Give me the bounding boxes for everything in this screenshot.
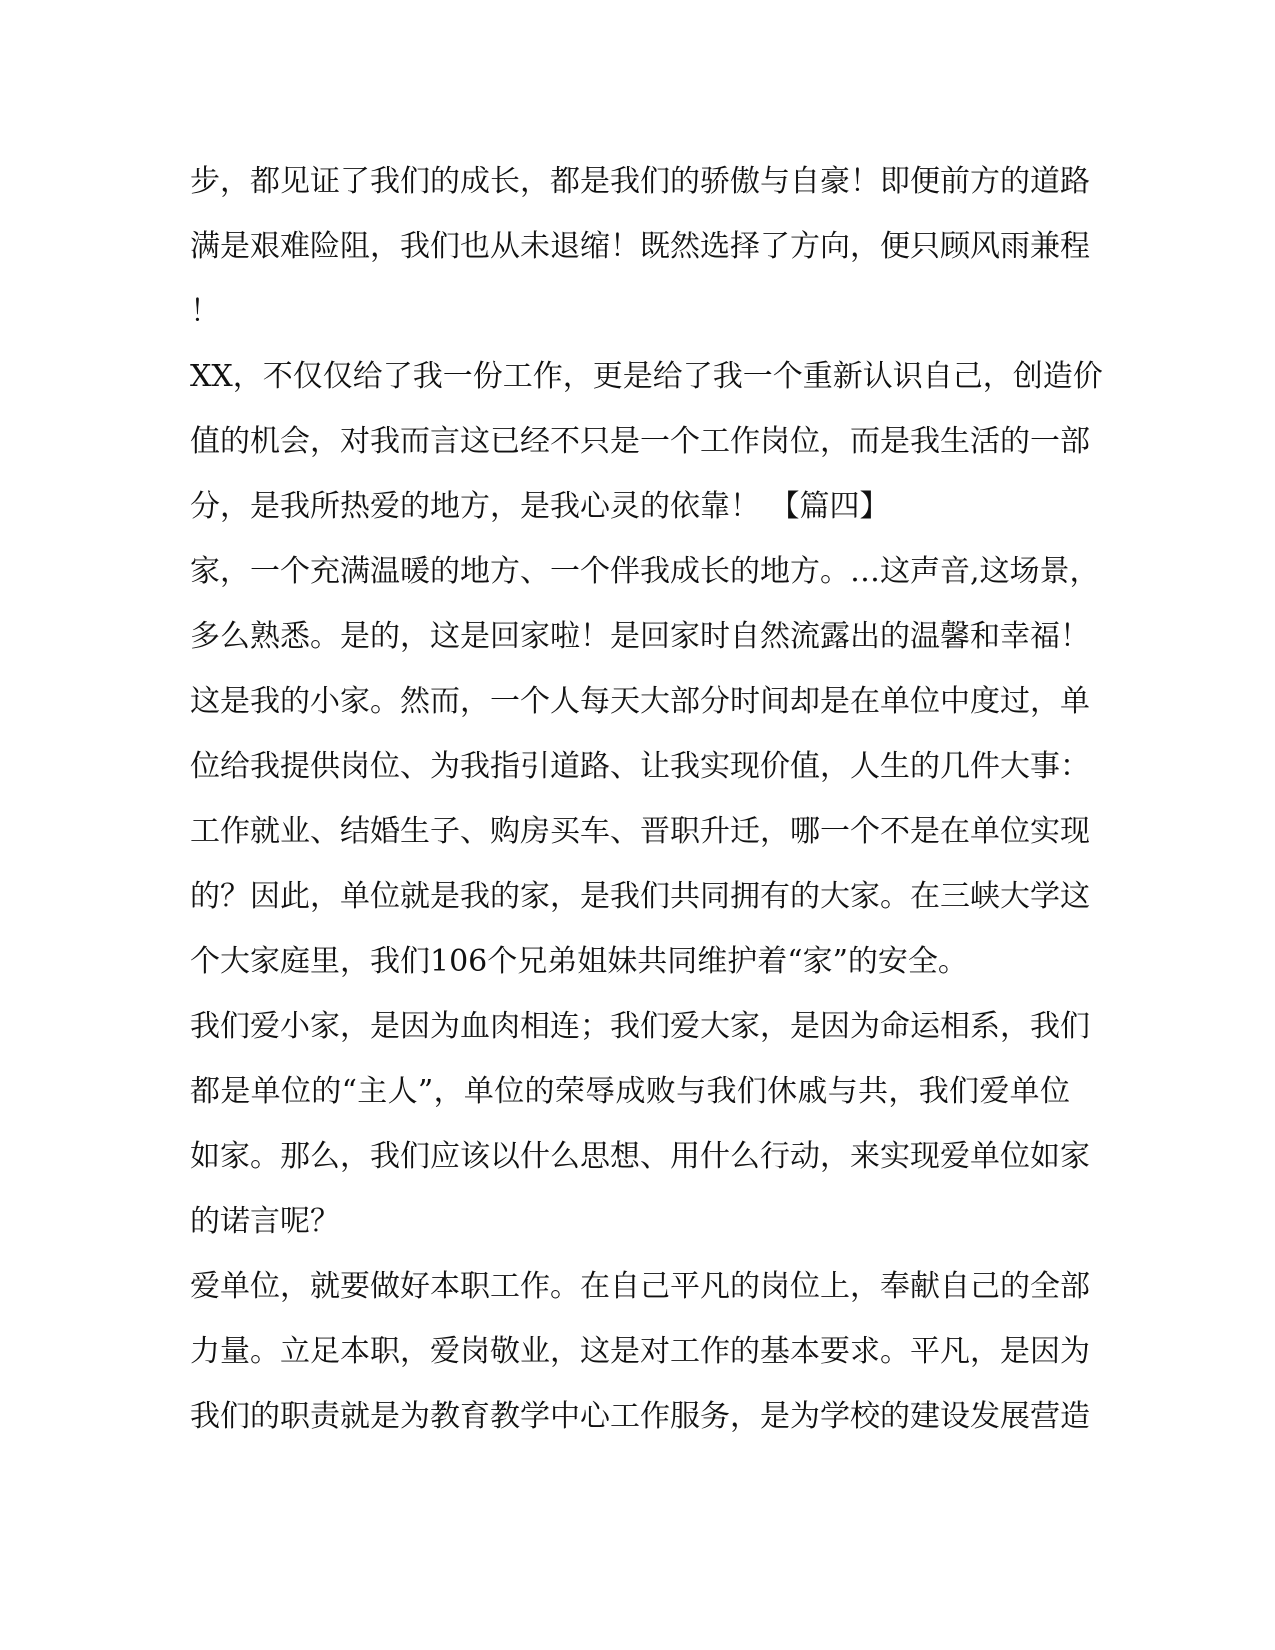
text-line: 我们爱小家，是因为血肉相连；我们爱大家，是因为命运相系，我们 [190,1009,1090,1044]
text-line: 的？因此，单位就是我的家，是我们共同拥有的大家。在三峡大学这 [190,879,1090,914]
text-line: 分，是我所热爱的地方，是我心灵的依靠！ 【篇四】 [190,489,890,524]
text-line: 步，都见证了我们的成长，都是我们的骄傲与自豪！即便前方的道路 [190,164,1090,199]
text-line: 都是单位的“主人”，单位的荣辱成败与我们休戚与共，我们爱单位 [190,1074,1070,1109]
text-line: 爱单位，就要做好本职工作。在自己平凡的岗位上，奉献自己的全部 [190,1269,1090,1304]
text-line: 个大家庭里，我们106个兄弟姐妹共同维护着“家”的安全。 [190,944,968,979]
text-line: 如家。那么，我们应该以什么思想、用什么行动，来实现爱单位如家 [190,1139,1090,1174]
text-line: 家，一个充满温暖的地方、一个伴我成长的地方。…这声音,这场景， [190,554,1100,589]
text-line: 位给我提供岗位、为我指引道路、让我实现价值，人生的几件大事： [190,749,1090,784]
text-line: 力量。立足本职，爱岗敬业，这是对工作的基本要求。平凡，是因为 [190,1334,1090,1369]
text-line: 多么熟悉。是的，这是回家啦！是回家时自然流露出的温馨和幸福！ [190,619,1090,654]
text-line: 这是我的小家。然而，一个人每天大部分时间却是在单位中度过，单 [190,684,1090,719]
text-line: 值的机会，对我而言这已经不只是一个工作岗位，而是我生活的一部 [190,424,1090,459]
text-line: 的诺言呢？ [190,1204,340,1239]
text-line: XX，不仅仅给了我一份工作，更是给了我一个重新认识自己，创造价 [190,359,1103,394]
text-line: 我们的职责就是为教育教学中心工作服务，是为学校的建设发展营造 [190,1399,1090,1434]
text-line: 满是艰难险阻，我们也从未退缩！既然选择了方向，便只顾风雨兼程 [190,229,1090,264]
document-body [190,162,1103,1462]
text-line: ！ [190,294,220,329]
text-line: 工作就业、结婚生子、购房买车、晋职升迁，哪一个不是在单位实现 [190,814,1090,849]
